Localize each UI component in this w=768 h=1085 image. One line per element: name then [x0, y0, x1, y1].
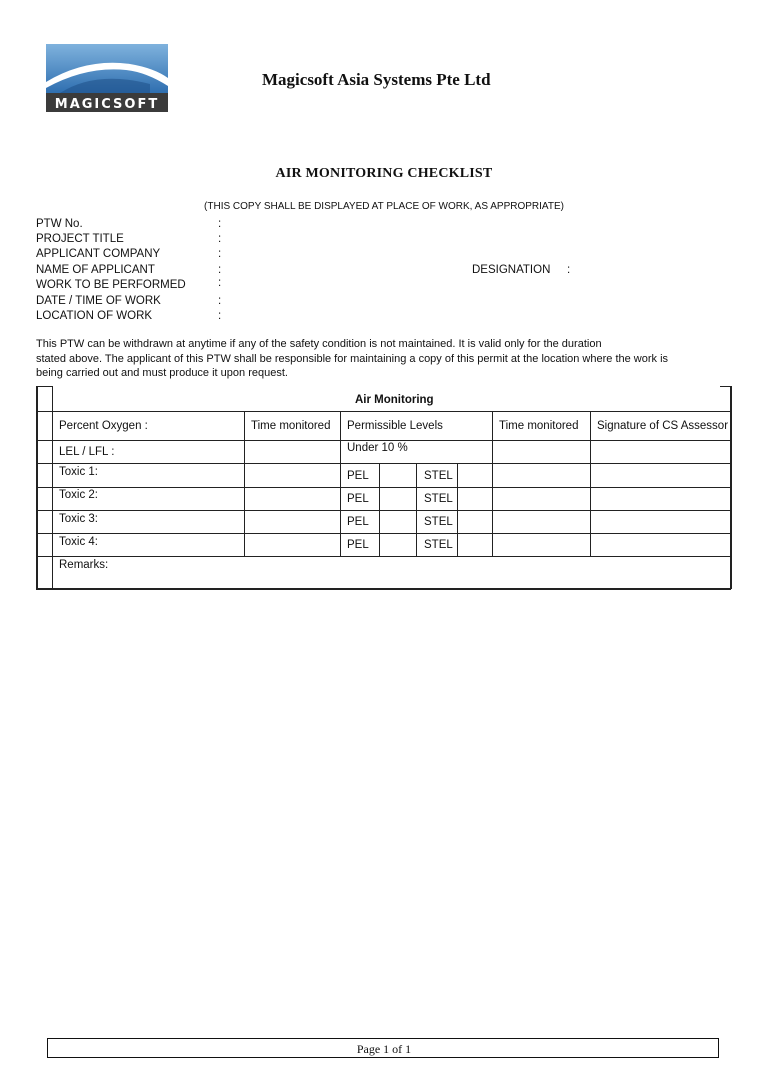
table-border: [36, 588, 731, 590]
table-border: [416, 463, 417, 557]
table-border: [36, 411, 731, 412]
pel-label: PEL: [347, 470, 369, 482]
lel-limit: Under 10 %: [347, 442, 408, 454]
stel-label: STEL: [424, 516, 453, 528]
table-border: [492, 411, 493, 557]
table-border: [36, 440, 731, 441]
field-colon: :: [218, 233, 222, 245]
table-border: [457, 463, 458, 557]
table-border: [36, 510, 731, 511]
withdrawal-notice: [36, 337, 726, 381]
table-border: [36, 463, 731, 464]
field-label-ptw-no: PTW No.: [36, 218, 83, 230]
row-label-toxic-3: Toxic 3:: [59, 513, 98, 525]
pel-label: PEL: [347, 539, 369, 551]
company-name: Magicsoft Asia Systems Pte Ltd: [262, 70, 491, 89]
row-label-remarks: Remarks:: [59, 559, 109, 571]
table-border: [730, 386, 732, 589]
field-label-work-to-be-performed: WORK TO BE PERFORMED: [36, 279, 186, 291]
field-colon: :: [218, 277, 222, 289]
table-border: [379, 463, 380, 557]
copy-note: (THIS COPY SHALL BE DISPLAYED AT PLACE OF WORK, AS APPROPRIATE): [204, 201, 564, 212]
pel-label: PEL: [347, 493, 369, 505]
table-title: Air Monitoring: [355, 394, 434, 406]
table-border: [36, 386, 38, 589]
field-label-designation: DESIGNATION: [472, 264, 551, 276]
field-label-project-title: PROJECT TITLE: [36, 233, 124, 245]
field-label-location-of-work: LOCATION OF WORK: [36, 310, 153, 322]
field-colon: :: [218, 310, 222, 322]
notice-line: stated above. The applicant of this PTW shall be responsible for maintaining a copy of this permit at the location where the work is: [36, 352, 669, 365]
field-colon: :: [218, 295, 222, 307]
table-border: [52, 386, 53, 589]
row-label-toxic-2: Toxic 2:: [59, 489, 98, 501]
header-time-monitored: Time monitored: [499, 420, 579, 432]
stel-label: STEL: [424, 470, 453, 482]
notice-line: being carried out and must produce it upon request.: [36, 367, 288, 379]
header-signature: Signature of CS Assessor: [597, 420, 729, 432]
header-permissible-levels: Permissible Levels: [347, 420, 443, 432]
table-border: [244, 411, 245, 557]
table-border: [36, 533, 731, 534]
field-label-applicant-company: APPLICANT COMPANY: [36, 248, 161, 260]
row-label-toxic-1: Toxic 1:: [59, 466, 98, 478]
stel-label: STEL: [424, 493, 453, 505]
table-border: [36, 386, 52, 387]
header-percent-oxygen: Percent Oxygen :: [59, 420, 148, 432]
table-border: [36, 556, 731, 557]
field-colon: :: [567, 264, 571, 276]
field-label-date-time-of-work: DATE / TIME OF WORK: [36, 295, 161, 307]
stel-label: STEL: [424, 539, 453, 551]
row-label-toxic-4: Toxic 4:: [59, 536, 98, 548]
pel-label: PEL: [347, 516, 369, 528]
notice-line: This PTW can be withdrawn at anytime if any of the safety condition is not maintained. It is valid only for the duration: [36, 338, 602, 350]
field-colon: :: [218, 218, 222, 230]
logo-lettering: MAGICSOFT: [54, 97, 160, 112]
row-label-lel-lfl: LEL / LFL :: [59, 446, 115, 458]
field-colon: :: [218, 264, 222, 276]
document-title: AIR MONITORING CHECKLIST: [275, 166, 493, 181]
field-label-name-of-applicant: NAME OF APPLICANT: [36, 264, 155, 276]
table-border: [340, 411, 341, 557]
table-border: [36, 487, 731, 488]
company-logo: [46, 44, 168, 112]
header-time-monitored: Time monitored: [251, 420, 331, 432]
table-border: [590, 411, 591, 557]
field-colon: :: [218, 248, 222, 260]
page-number: Page 1 of 1: [356, 1042, 412, 1056]
